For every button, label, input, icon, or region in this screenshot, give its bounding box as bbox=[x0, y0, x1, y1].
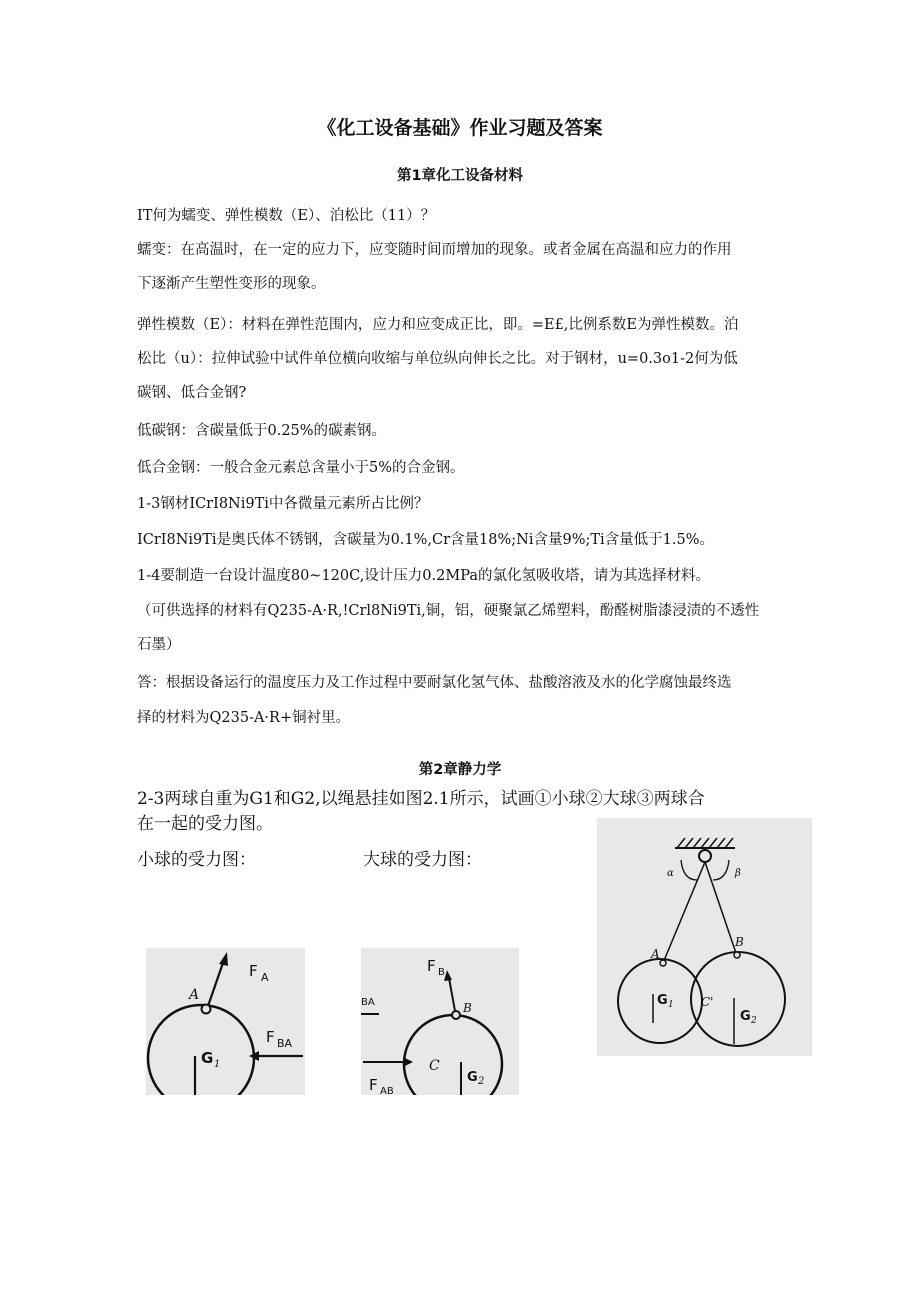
ch1-line-10: ICrI8Ni9Ti是奥氏体不锈钢，含碳量为0.1%,Cr含量18%;Ni含量9%;Ti含量低于1.5%。 bbox=[137, 532, 715, 548]
big-ball-circle bbox=[404, 1015, 502, 1095]
label-fa: F bbox=[249, 962, 258, 980]
force-fa-arrow bbox=[208, 960, 224, 1006]
force-fab-arrowhead bbox=[403, 1057, 413, 1067]
label-g1: G bbox=[201, 1049, 214, 1067]
node-b bbox=[734, 952, 740, 958]
label-g2: G bbox=[740, 1009, 751, 1024]
label-g2-sub: 2 bbox=[478, 1076, 485, 1087]
figure-2-1-svg bbox=[597, 818, 812, 1056]
label-b: B bbox=[735, 935, 744, 949]
small-ball-caption: 小球的受力图： bbox=[137, 850, 256, 870]
small-ball-force-diagram bbox=[146, 948, 305, 1095]
problem-2-3-line-2: 在一起的受力图。 bbox=[137, 814, 273, 834]
small-ball-svg bbox=[146, 948, 305, 1095]
chapter-2-heading: 第2章静力学 bbox=[418, 762, 502, 778]
ch1-line-14: 答：根据设备运行的温度压力及工作过程中要耐氯化氢气体、盐酸溶液及水的化学腐蚀最终选 bbox=[137, 675, 732, 691]
figure-2-1 bbox=[597, 818, 812, 1056]
angle-alpha-arc bbox=[681, 860, 697, 880]
label-beta: β bbox=[735, 868, 741, 879]
label-g1: G bbox=[657, 993, 668, 1008]
label-alpha: α bbox=[667, 868, 674, 879]
ch1-line-7: 低碳钢：含碳量低于0.25%的碳素钢。 bbox=[137, 423, 387, 439]
label-g1-sub: 1 bbox=[214, 1059, 221, 1070]
ch1-line-12: （可供选择的材料有Q235-A·R,!Crl8Ni9Ti,铜，铝，硬聚氯乙烯塑料，酚醛树脂漆浸渍的不透性 bbox=[137, 603, 760, 619]
label-g1-sub: 1 bbox=[668, 1000, 674, 1010]
ch1-line-6: 碳钢、低合金钢? bbox=[137, 385, 247, 401]
problem-2-3-line-1: 2-3两球自重为G1和G2,以绳悬挂如图2.1所示，试画①小球②大球③两球合 bbox=[137, 789, 705, 809]
label-c: C bbox=[429, 1058, 440, 1074]
label-a: A bbox=[651, 947, 660, 961]
ch1-line-8: 低合金钢：一般合金元素总含量小于5%的合金钢。 bbox=[137, 460, 465, 476]
label-fba-cut: BA bbox=[361, 997, 375, 1008]
big-ball-force-diagram bbox=[361, 948, 519, 1095]
label-g2-sub: 2 bbox=[751, 1016, 757, 1026]
rope-b bbox=[705, 862, 737, 956]
document-title: 《化工设备基础》作业习题及答案 bbox=[317, 117, 603, 139]
pivot-node bbox=[699, 850, 711, 862]
label-fb-sub: B bbox=[438, 967, 445, 978]
label-b: B bbox=[463, 1001, 472, 1015]
node-a bbox=[660, 960, 666, 966]
ch1-line-13: 石墨） bbox=[137, 637, 181, 653]
label-fa-sub: A bbox=[261, 971, 269, 984]
force-fb-arrowhead bbox=[444, 970, 452, 981]
chapter-1-heading: 第1章化工设备材料 bbox=[396, 168, 524, 184]
big-ball-caption: 大球的受力图： bbox=[363, 850, 482, 870]
point-b-node bbox=[452, 1011, 460, 1019]
label-fab: F bbox=[369, 1076, 378, 1094]
ch1-line-3: 下逐渐产生塑性变形的现象。 bbox=[137, 276, 326, 292]
ch1-line-15: 择的材料为Q235-A·R+铜衬里。 bbox=[137, 710, 351, 726]
ch1-line-11: 1-4要制造一台设计温度80~120C,设计压力0.2MPa的氯化氢吸收塔，请为其选择材料。 bbox=[137, 568, 710, 584]
ch1-line-9: 1-3钢材ICrI8Ni9Ti中各微量元素所占比例？ bbox=[137, 496, 429, 512]
label-c: C' bbox=[701, 995, 714, 1009]
ch1-line-5: 松比（u）：拉伸试验中试件单位横向收缩与单位纵向伸长之比。对于钢材，u=0.3o1-2何为低 bbox=[137, 351, 738, 367]
big-ball-svg bbox=[361, 948, 519, 1095]
label-fab-sub: AB bbox=[380, 1086, 394, 1095]
force-fb-arrow bbox=[449, 978, 455, 1011]
label-a: A bbox=[189, 987, 200, 1003]
force-fa-arrowhead bbox=[219, 952, 228, 966]
label-fba: F bbox=[266, 1028, 275, 1046]
label-fba-sub: BA bbox=[277, 1037, 293, 1050]
ch1-line-2: 蠕变：在高温时，在一定的应力下，应变随时间而增加的现象。或者金属在高温和应力的作用 bbox=[137, 242, 732, 258]
ch1-line-4: 弹性模数（E）：材料在弹性范围内，应力和应变成正比，即。=E£,比例系数E为弹性模数。泊 bbox=[137, 317, 739, 333]
angle-beta-arc bbox=[713, 860, 729, 880]
ch1-line-1: IT何为蠕变、弹性模数（E）、泊松比（11）？ bbox=[137, 208, 436, 224]
label-g2: G bbox=[467, 1070, 478, 1085]
label-fb: F bbox=[427, 957, 436, 975]
ceiling-hatch bbox=[677, 838, 733, 848]
